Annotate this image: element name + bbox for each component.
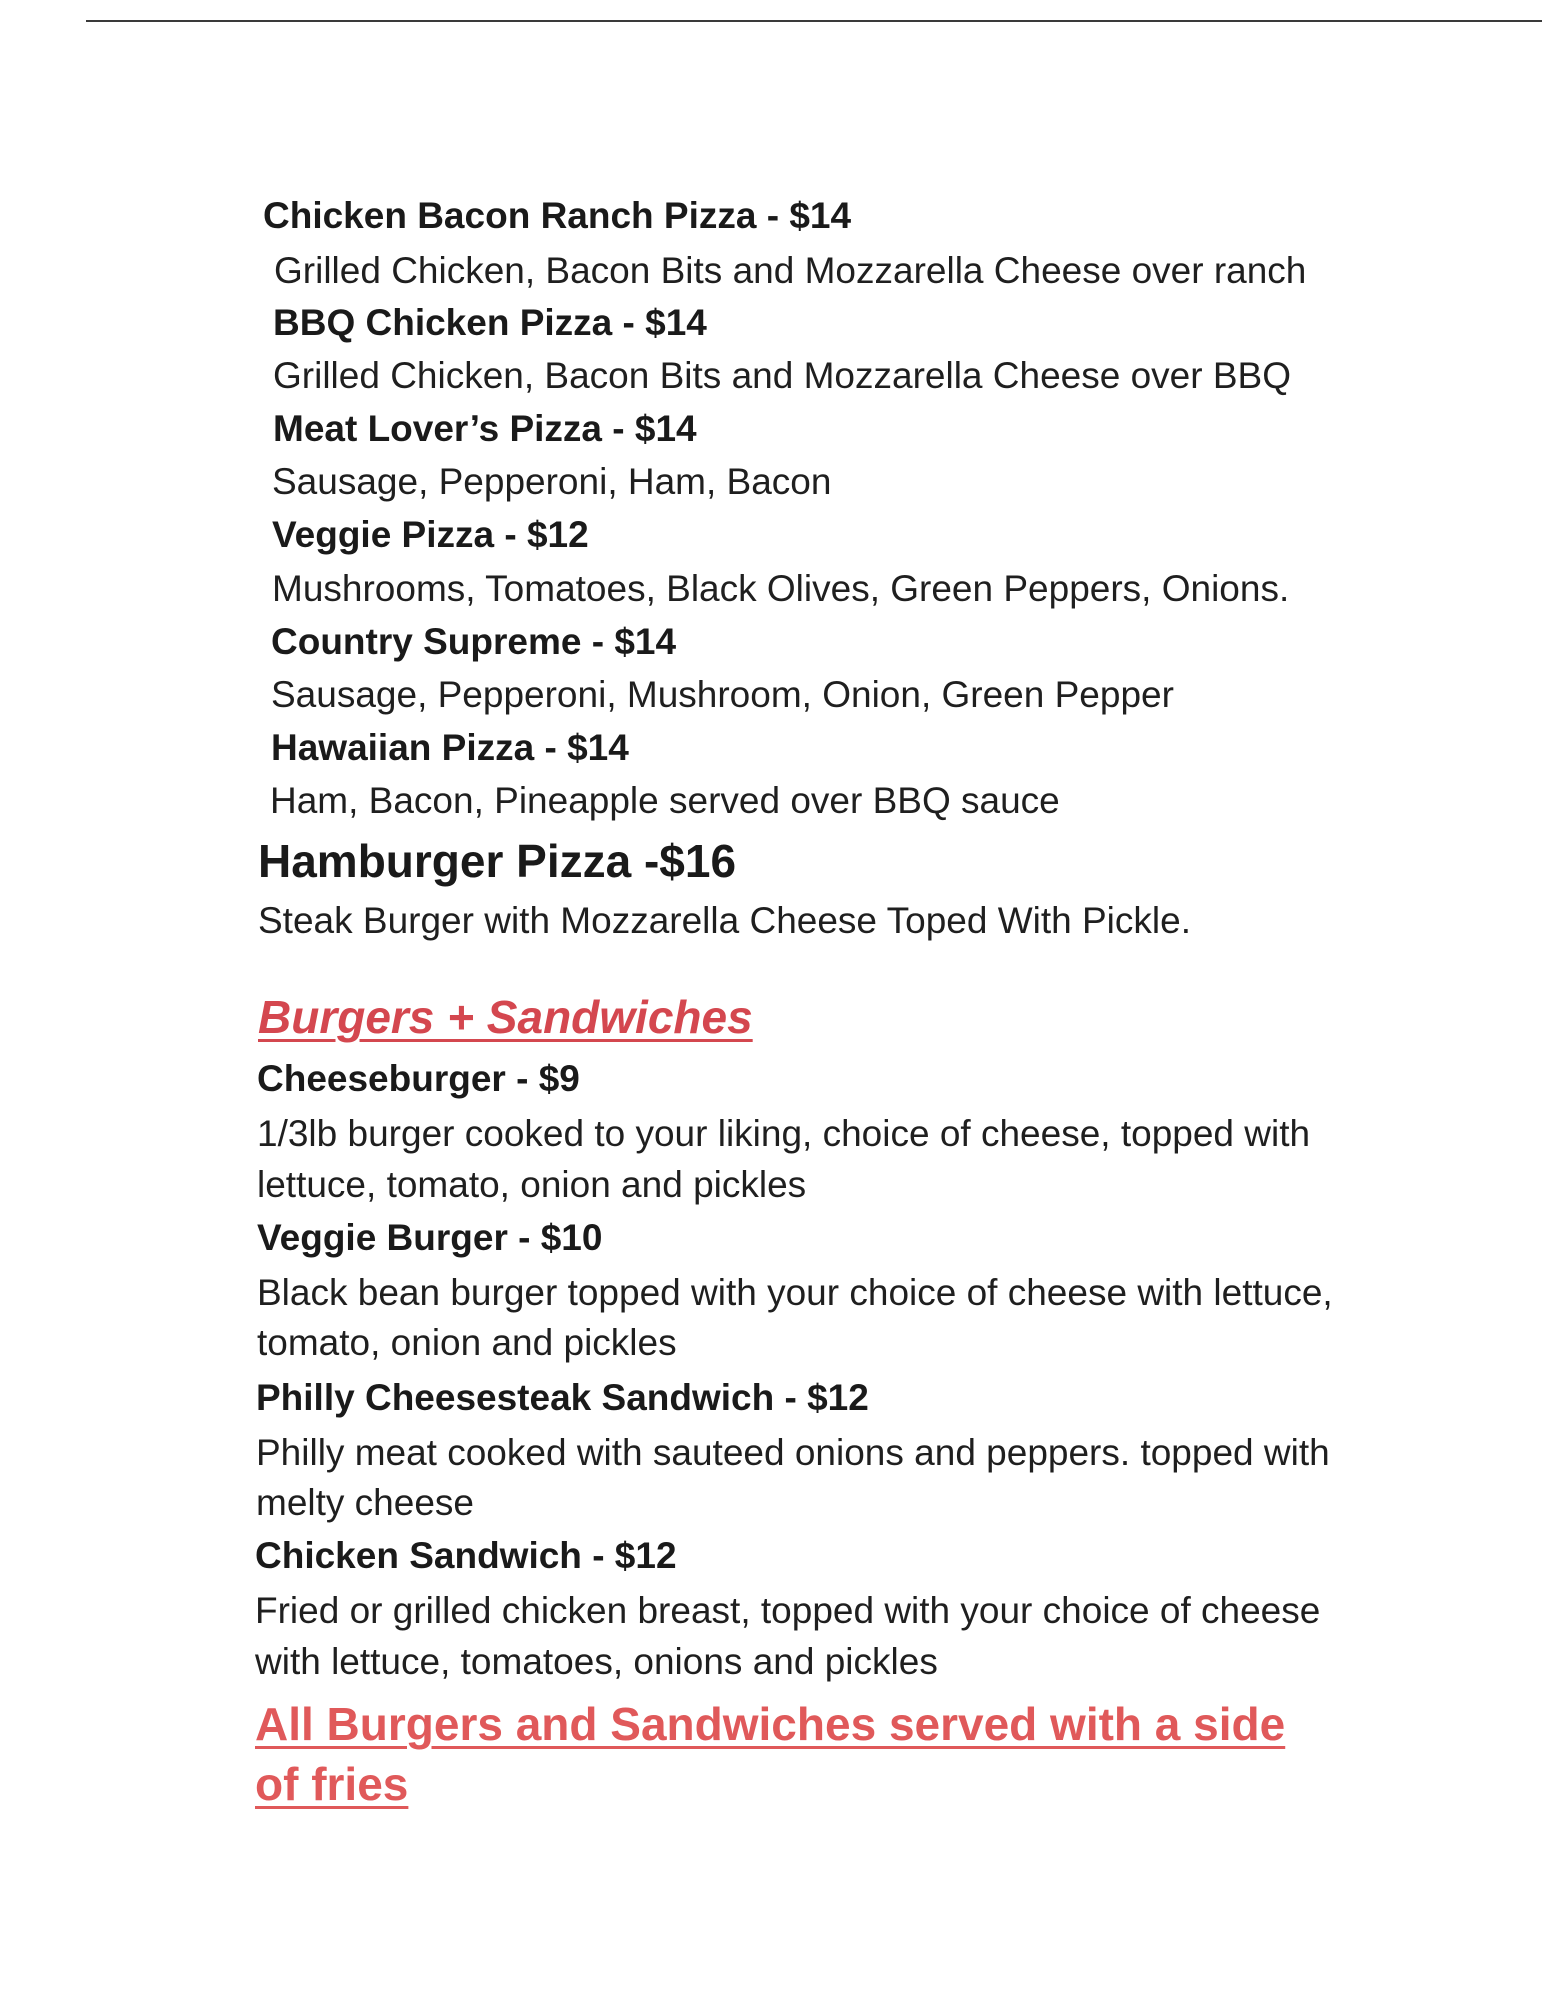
menu-item-name: Veggie Burger - $10 (257, 1217, 603, 1258)
menu-item-name: Chicken Bacon Ranch Pizza - $14 (263, 195, 852, 236)
menu-item-description: Mushrooms, Tomatoes, Black Olives, Green Peppers, Onions. (272, 568, 1290, 609)
menu-item-name: Veggie Pizza - $12 (272, 514, 589, 555)
menu-item-description: tomato, onion and pickles (257, 1322, 677, 1363)
fries-note: All Burgers and Sandwiches served with a side (255, 1698, 1286, 1750)
menu-item-description: with lettuce, tomatoes, onions and pickles (255, 1641, 938, 1682)
menu-item-description: Ham, Bacon, Pineapple served over BBQ sauce (270, 780, 1060, 821)
menu-item-description: lettuce, tomato, onion and pickles (257, 1164, 807, 1205)
menu-item-name: Hamburger Pizza -$16 (258, 835, 737, 887)
menu-item-description: 1/3lb burger cooked to your liking, choice of cheese, topped with (257, 1113, 1311, 1154)
menu-item-description: melty cheese (256, 1482, 474, 1523)
menu-item-name: Hawaiian Pizza - $14 (271, 727, 629, 768)
menu-item-name: Cheeseburger - $9 (257, 1058, 580, 1099)
menu-item-description: Black bean burger topped with your choice of cheese with lettuce, (257, 1272, 1333, 1313)
menu-item-description: Steak Burger with Mozzarella Cheese Toped With Pickle. (258, 900, 1191, 941)
menu-item-description: Fried or grilled chicken breast, topped with your choice of cheese (255, 1590, 1321, 1631)
menu-item-description: Sausage, Pepperoni, Ham, Bacon (272, 461, 832, 502)
menu-item-name: Philly Cheesesteak Sandwich - $12 (256, 1377, 869, 1418)
menu-item-name: Chicken Sandwich - $12 (255, 1535, 677, 1576)
menu-item-description: Grilled Chicken, Bacon Bits and Mozzarella Cheese over BBQ (273, 355, 1291, 396)
menu-item-description: Sausage, Pepperoni, Mushroom, Onion, Green Pepper (271, 674, 1174, 715)
menu-item-name: Country Supreme - $14 (271, 621, 677, 662)
fries-note: of fries (255, 1758, 409, 1810)
section-heading-burgers: Burgers + Sandwiches (258, 991, 753, 1043)
menu-item-name: BBQ Chicken Pizza - $14 (273, 302, 707, 343)
menu-item-description: Philly meat cooked with sauteed onions and peppers. topped with (256, 1432, 1330, 1473)
menu-item-description: Grilled Chicken, Bacon Bits and Mozzarella Cheese over ranch (274, 250, 1307, 291)
menu-item-name: Meat Lover’s Pizza - $14 (273, 408, 697, 449)
